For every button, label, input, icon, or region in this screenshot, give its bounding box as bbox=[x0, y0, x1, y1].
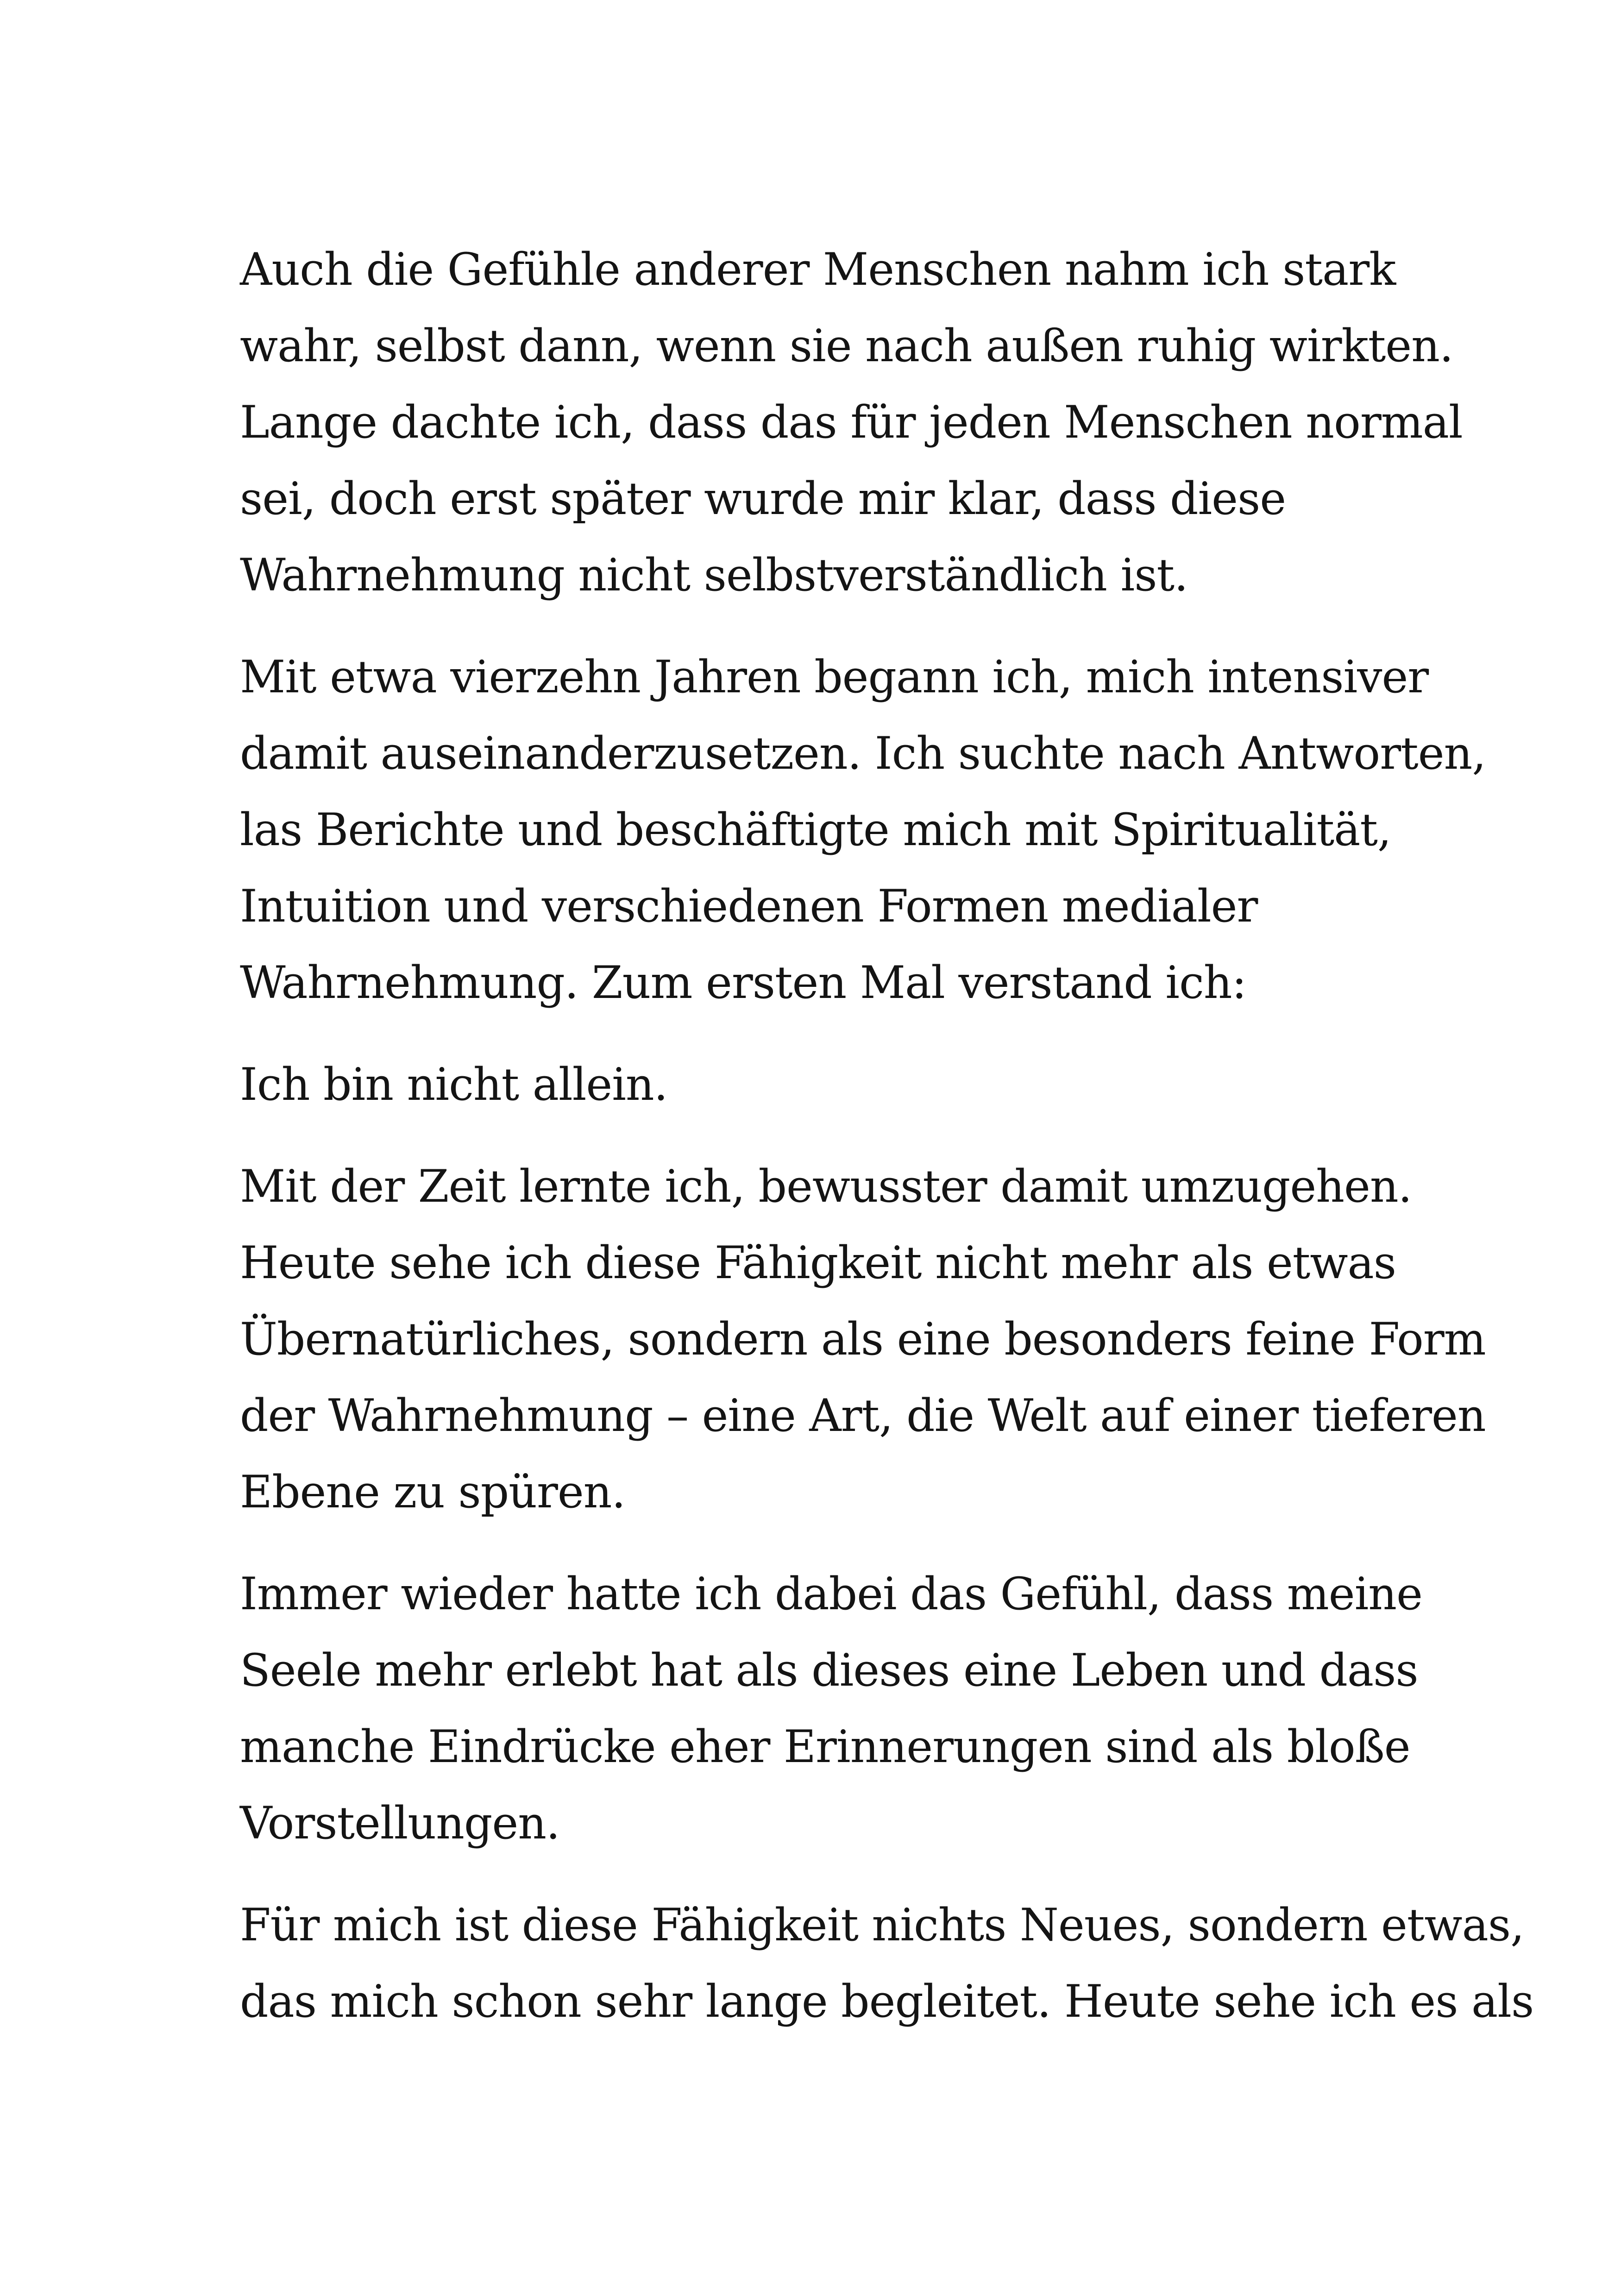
text-line: manche Eindrücke eher Erinnerungen sind als bloße bbox=[240, 1721, 1410, 1773]
text-line: Ich bin nicht allein. bbox=[240, 1059, 668, 1110]
text-line: damit auseinanderzusetzen. Ich suchte nach Antworten, bbox=[240, 728, 1486, 779]
text-line: las Berichte und beschäftigte mich mit Spiritualität, bbox=[240, 804, 1391, 856]
paragraph-3 bbox=[240, 1047, 1444, 1123]
text-line: Ebene zu spüren. bbox=[240, 1466, 626, 1518]
paragraph-6 bbox=[240, 1887, 1534, 2040]
text-line: sei, doch erst später wurde mir klar, dass diese bbox=[240, 473, 1286, 525]
text-line: Auch die Gefühle anderer Menschen nahm ich stark bbox=[240, 244, 1396, 295]
text-line: Übernatürliches, sondern als eine besonders feine Form bbox=[240, 1313, 1486, 1365]
paragraph-5 bbox=[240, 1556, 1444, 1862]
text-line: Wahrnehmung nicht selbstverständlich ist. bbox=[240, 549, 1188, 601]
text-line: Heute sehe ich diese Fähigkeit nicht mehr als etwas bbox=[240, 1237, 1396, 1289]
text-line: wahr, selbst dann, wenn sie nach außen ruhig wirkten. bbox=[240, 320, 1453, 372]
text-line: Intuition und verschiedenen Formen medialer bbox=[240, 880, 1258, 932]
paragraph-4 bbox=[240, 1148, 1486, 1531]
text-line: Mit der Zeit lernte ich, bewusster damit umzugehen. bbox=[240, 1161, 1412, 1212]
text-line: das mich schon sehr lange begleitet. Heute sehe ich es als bbox=[240, 1976, 1534, 2027]
text-line: Vorstellungen. bbox=[240, 1797, 560, 1849]
paragraph-2 bbox=[240, 639, 1486, 1021]
text-line: Für mich ist diese Fähigkeit nichts Neues, sondern etwas, bbox=[240, 1899, 1524, 1951]
text-line: Lange dachte ich, dass das für jeden Menschen normal bbox=[240, 396, 1463, 448]
text-line: der Wahrnehmung – eine Art, die Welt auf einer tieferen bbox=[240, 1390, 1486, 1442]
text-line: Mit etwa vierzehn Jahren begann ich, mich intensiver bbox=[240, 651, 1429, 703]
text-line: Immer wieder hatte ich dabei das Gefühl, dass meine bbox=[240, 1568, 1422, 1620]
text-line: Wahrnehmung. Zum ersten Mal verstand ich: bbox=[240, 957, 1246, 1009]
paragraph-1 bbox=[240, 232, 1463, 614]
body-text bbox=[240, 232, 1534, 2065]
text-line: Seele mehr erlebt hat als dieses eine Leben und dass bbox=[240, 1644, 1418, 1696]
